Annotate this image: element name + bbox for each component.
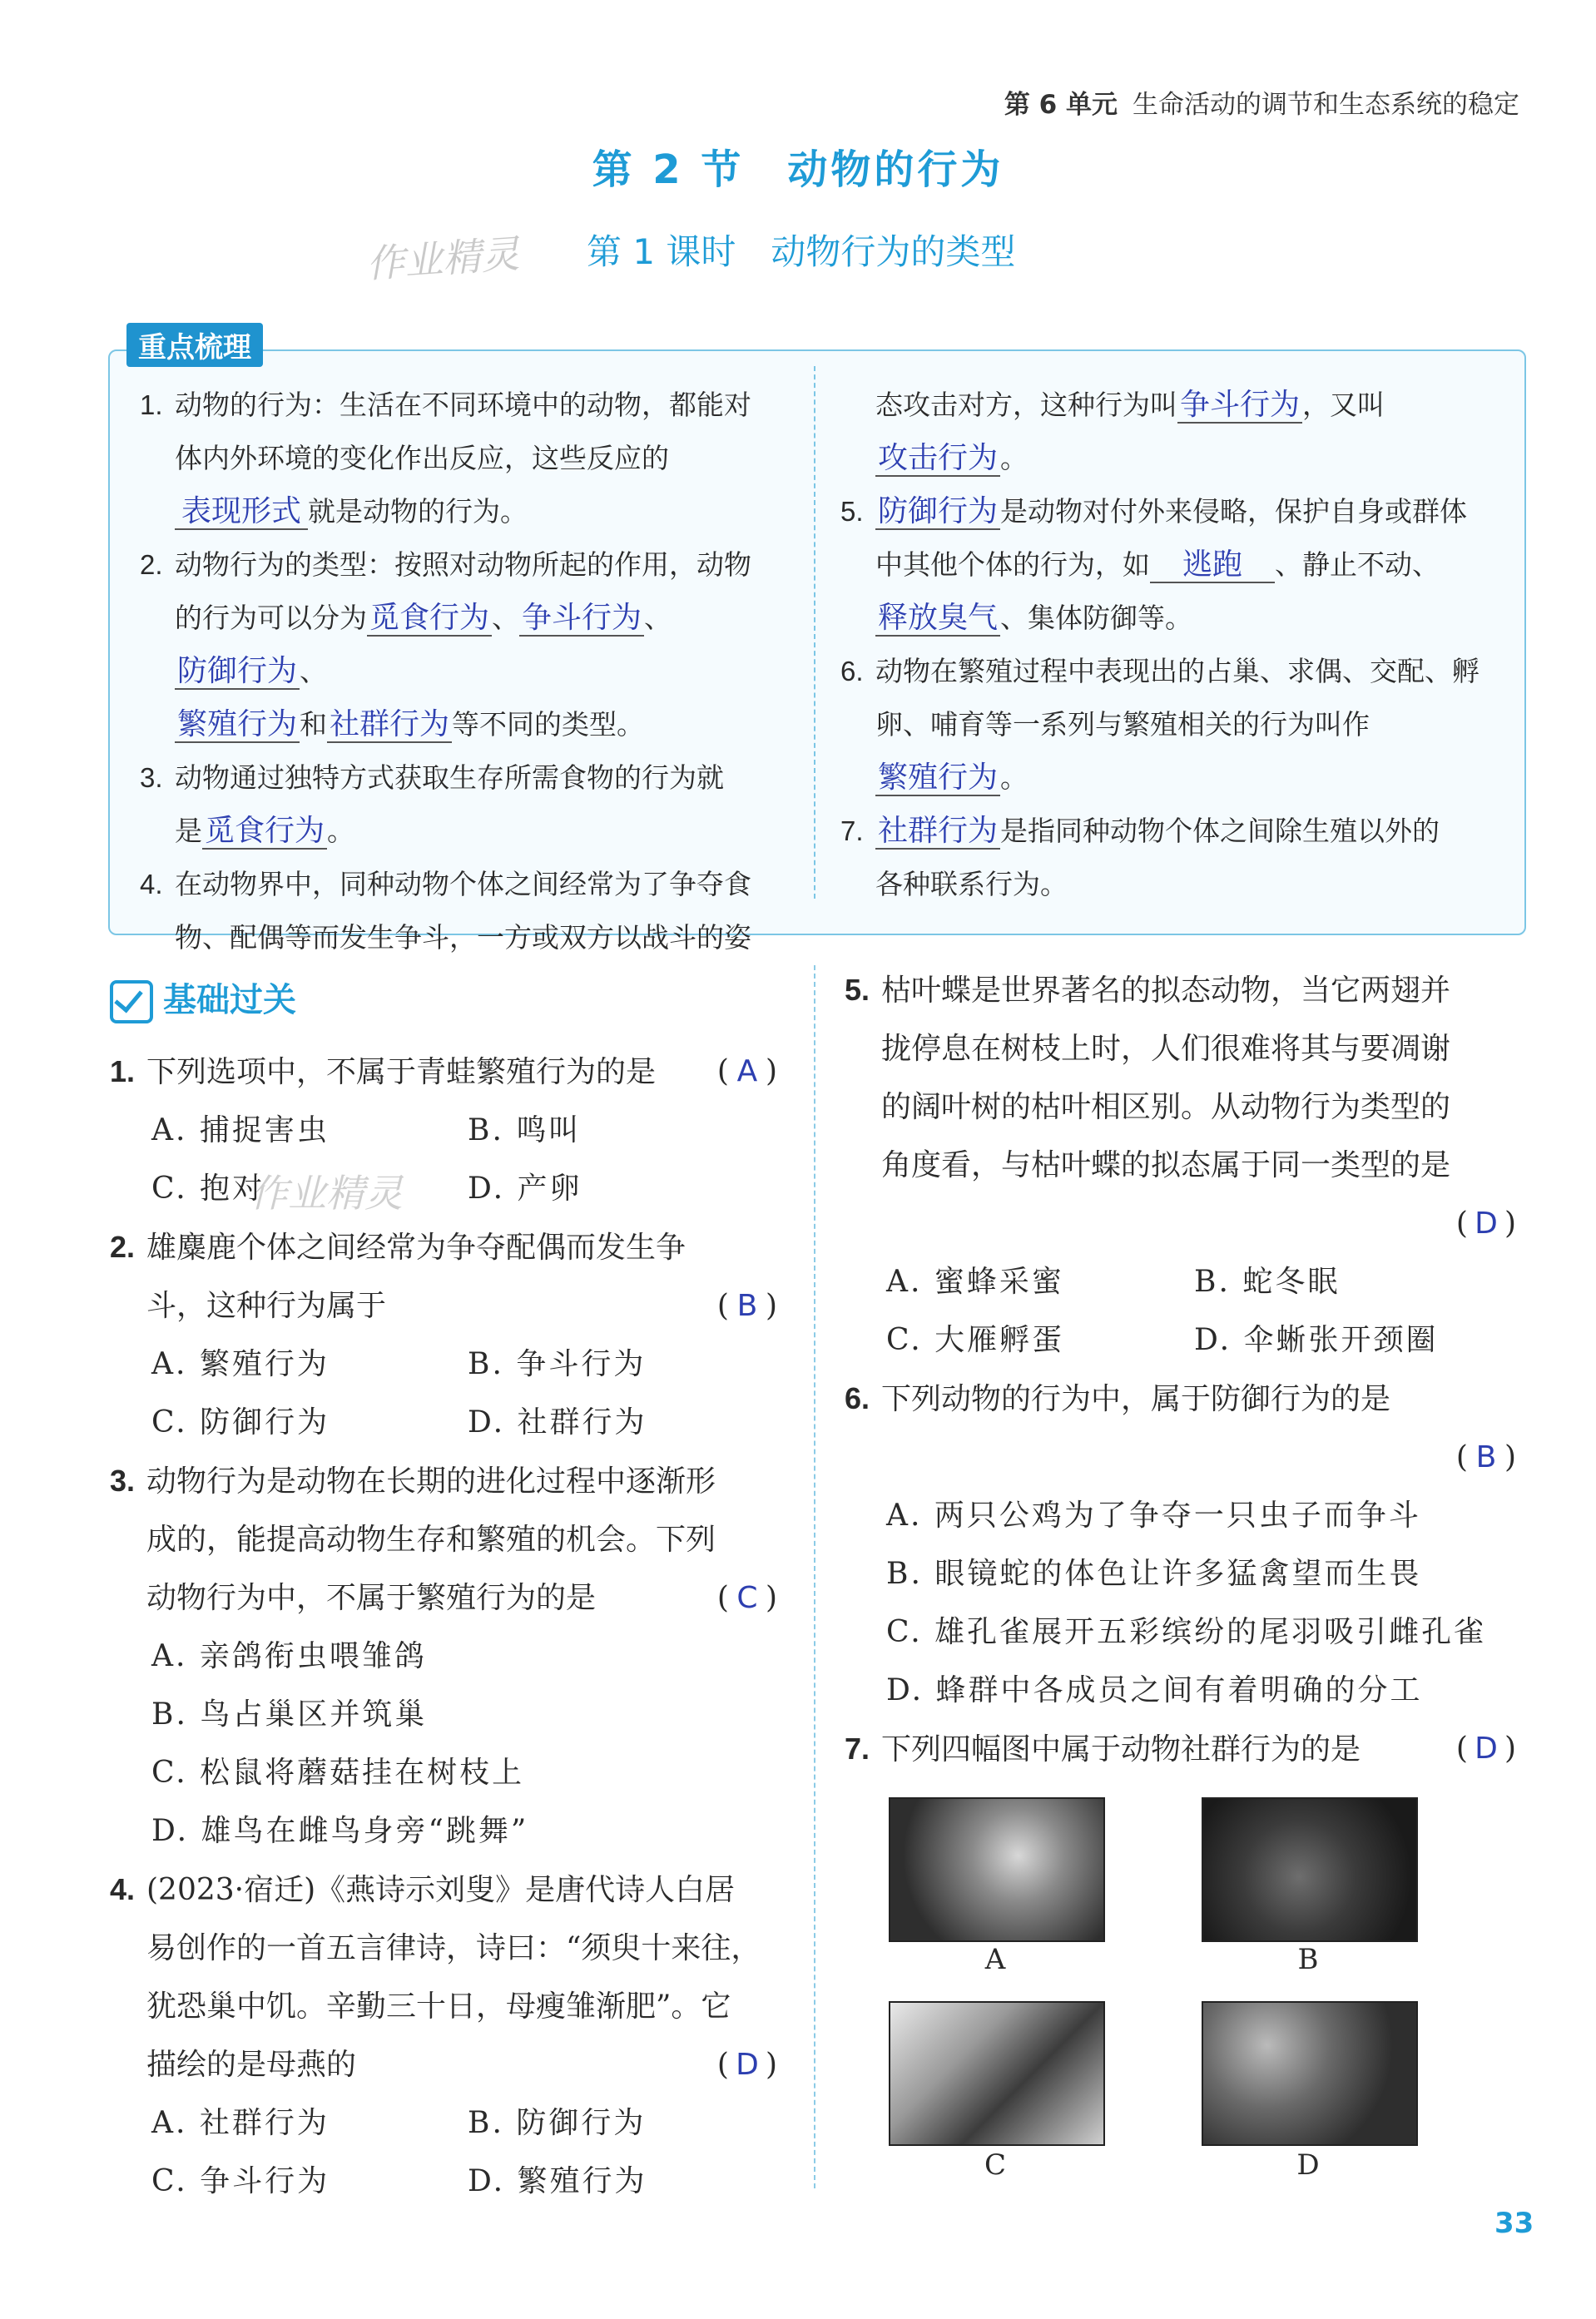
- key-point-2: [140, 538, 789, 592]
- question-stem: 动物行为中，不属于繁殖行为的是: [146, 1581, 597, 1615]
- text: 和: [300, 708, 327, 741]
- handwritten-answer: 社群行为: [329, 707, 449, 741]
- text: 是指同种动物个体之间除生殖以外的: [1000, 815, 1440, 847]
- key-points-divider: [814, 366, 815, 899]
- question-stem: 拢停息在树枝上时，人们很难将其与要凋谢: [881, 1032, 1451, 1066]
- key-point-4-line3: [840, 379, 1498, 485]
- option-d: D. 繁殖行为: [468, 2164, 647, 2198]
- answer-bracket: ( D ): [1456, 1207, 1516, 1241]
- photo-caption-c: C: [984, 2148, 1006, 2182]
- unit-number: 第 6 单元: [1004, 90, 1118, 120]
- text: 各种联系行为。: [875, 868, 1068, 900]
- key-point-5: [840, 485, 1498, 538]
- watermark: 作业精灵: [250, 1171, 403, 1216]
- photo-caption-a: A: [984, 1943, 1006, 1976]
- text: 动物在繁殖过程中表现出的占巢、求偶、交配、孵: [875, 655, 1480, 687]
- options-row: [110, 1335, 784, 1394]
- answer-blank: [875, 601, 1000, 637]
- options-row: [845, 1253, 1523, 1311]
- handwritten-answer: D: [736, 2048, 759, 2082]
- text: 。: [1000, 761, 1028, 794]
- handwritten-answer: 争斗行为: [521, 601, 642, 635]
- handwritten-answer: 攻击行为: [877, 441, 998, 475]
- option-b: B. 防御行为: [468, 2106, 647, 2140]
- answer-blank: [175, 654, 300, 690]
- text: 、: [492, 602, 519, 634]
- option-a: A. 两只公鸡为了争夺一只虫子而争斗: [886, 1499, 1421, 1533]
- handwritten-answer: 觅食行为: [204, 814, 325, 848]
- question-number: 5.: [845, 973, 870, 1007]
- handwritten-answer: C: [736, 1581, 758, 1615]
- option-c: C. 防御行为: [151, 1405, 330, 1439]
- options-row: [110, 2094, 784, 2153]
- option-b: B. 眼镜蛇的体色让许多猛禽望而生畏: [886, 1557, 1422, 1591]
- item-number: 5.: [840, 496, 864, 527]
- key-point-1-line2: [140, 432, 789, 485]
- text: 体内外环境的变化作出反应，这些反应的: [175, 442, 669, 474]
- photo-bird: [889, 1797, 1105, 1942]
- handwritten-answer: 繁殖行为: [877, 761, 998, 795]
- text: 、集体防御等。: [1000, 602, 1192, 634]
- question-4: [110, 1861, 784, 1920]
- question-number: 7.: [845, 1732, 870, 1766]
- option-b: B. 争斗行为: [468, 1347, 647, 1381]
- key-points-left-column: [140, 379, 789, 964]
- options-row: [110, 1394, 784, 1452]
- page-number: 33: [1494, 2207, 1534, 2240]
- answer-blank: [175, 494, 308, 530]
- answer-blank: [1150, 548, 1275, 583]
- key-point-7-line2: [840, 858, 1498, 911]
- handwritten-answer: 表现形式: [181, 494, 301, 528]
- basic-section-tag: [110, 974, 296, 1023]
- text: ，又叫: [1302, 389, 1385, 421]
- unit-header: [1004, 83, 1519, 121]
- handwritten-answer: 逃跑: [1182, 548, 1242, 582]
- question-2-line2: [110, 1277, 784, 1335]
- answer-blank: [202, 814, 327, 850]
- option-c: C. 争斗行为: [151, 2164, 330, 2198]
- key-point-4-line2: [140, 911, 789, 964]
- question-5-line2: [845, 1020, 1523, 1078]
- text: 在动物界中，同种动物个体之间经常为了争夺食: [175, 868, 751, 900]
- answer-blank: [1177, 388, 1302, 424]
- question-6: [845, 1370, 1523, 1429]
- handwritten-answer: 防御行为: [877, 494, 998, 528]
- answer-blank: [875, 761, 1000, 796]
- key-point-6-line3: [840, 751, 1498, 805]
- item-number: 1.: [140, 389, 163, 420]
- option-a: A. 蜜蜂采蜜: [886, 1265, 1064, 1299]
- column-divider: [814, 965, 815, 2188]
- option-a: A. 捕捉害虫: [151, 1113, 330, 1147]
- answer-blank: [327, 707, 452, 743]
- handwritten-answer: A: [736, 1054, 758, 1088]
- answer-bracket: ( D ): [717, 2036, 777, 2094]
- photo-caption-d: D: [1296, 2148, 1320, 2182]
- answer-blank: [367, 601, 492, 637]
- question-number: 3.: [110, 1464, 136, 1498]
- answer-bracket: ( C ): [717, 1569, 777, 1628]
- question-5-line4: [845, 1137, 1523, 1195]
- answer-blank: [519, 601, 644, 637]
- question-4-line4: [110, 2036, 784, 2094]
- item-number: 6.: [840, 656, 864, 686]
- key-point-4: [140, 858, 789, 911]
- option-b: B. 蛇冬眠: [1194, 1265, 1341, 1299]
- question-number: 4.: [110, 1872, 136, 1906]
- photo-kiwi: [1202, 1797, 1418, 1942]
- key-points-right-column: [840, 379, 1498, 911]
- unit-title: 生命活动的调节和生态系统的稳定: [1133, 90, 1519, 120]
- key-points-tag: 重点梳理: [126, 323, 263, 367]
- handwritten-answer: 防御行为: [176, 654, 297, 688]
- text: 是: [175, 815, 202, 847]
- text: 。: [327, 815, 354, 847]
- key-point-2-line3: [140, 698, 789, 751]
- text: 、: [300, 655, 327, 687]
- option-c: C. 雄孔雀展开五彩缤纷的尾羽吸引雌孔雀: [886, 1615, 1487, 1649]
- option-c: C. 松鼠将蘑菇挂在树枝上: [151, 1756, 525, 1790]
- question-4-line3: [110, 1978, 784, 2036]
- question-stem: 下列选项中，不属于青蛙繁殖行为的是: [146, 1055, 657, 1089]
- answer-bracket: ( D ): [1456, 1720, 1516, 1778]
- key-point-1: [140, 379, 789, 432]
- option-a: A. 社群行为: [151, 2106, 330, 2140]
- photo-tigers-fighting: [889, 2001, 1105, 2146]
- options-row: [110, 1102, 784, 1160]
- key-point-7: [840, 805, 1498, 858]
- photo-monkey-troop: [1202, 2001, 1418, 2146]
- question-number: 6.: [845, 1381, 870, 1415]
- question-stem: 犹恐巢中饥。辛勤三十日，母瘦雏渐肥”。它: [146, 1989, 731, 2024]
- questions-left-column: [110, 1043, 784, 2211]
- key-point-3: [140, 751, 789, 805]
- question-stem: 成的，能提高动物生存和繁殖的机会。下列: [146, 1523, 716, 1557]
- question-3-line2: [110, 1511, 784, 1569]
- key-point-5-line3: [840, 592, 1498, 645]
- question-stem: 枯叶蝶是世界著名的拟态动物，当它两翅并: [881, 974, 1451, 1008]
- question-stem: 动物行为是动物在长期的进化过程中逐渐形: [146, 1464, 716, 1499]
- key-point-3-line2: [140, 805, 789, 858]
- text: 物、配偶等而发生争斗，一方或双方以战斗的姿: [175, 921, 751, 954]
- item-number: 2.: [140, 549, 163, 580]
- question-stem: 角度看，与枯叶蝶的拟态属于同一类型的是: [881, 1148, 1451, 1182]
- question-stem: 下列四幅图中属于动物社群行为的是: [881, 1732, 1361, 1767]
- key-point-2-line2: [140, 592, 789, 698]
- question-6-answer-line: [845, 1429, 1523, 1487]
- option-c: C. 大雁孵蛋: [886, 1323, 1065, 1357]
- handwritten-answer: B: [1475, 1440, 1497, 1474]
- text: 的行为可以分为: [175, 602, 367, 634]
- key-point-6: [840, 645, 1498, 698]
- question-stem: 雄麋鹿个体之间经常为争夺配偶而发生争: [146, 1231, 686, 1265]
- text: 就是动物的行为。: [308, 495, 528, 528]
- key-point-5-line2: [840, 538, 1498, 592]
- key-point-6-line2: [840, 698, 1498, 751]
- text: 、: [644, 602, 672, 634]
- option-a: A. 繁殖行为: [151, 1347, 330, 1381]
- text: 。: [1000, 442, 1028, 474]
- handwritten-answer: 繁殖行为: [176, 707, 297, 741]
- text: 动物行为的类型：按照对动物所起的作用，动物: [175, 548, 751, 581]
- handwritten-answer: D: [1475, 1732, 1498, 1766]
- text: 卵、哺育等一系列与繁殖相关的行为叫作: [875, 708, 1370, 741]
- answer-bracket: ( A ): [717, 1043, 777, 1101]
- option-b: B. 鸟占巢区并筑巢: [151, 1697, 428, 1732]
- answer-bracket: ( B ): [717, 1277, 777, 1335]
- question-stem: 下列动物的行为中，属于防御行为的是: [881, 1382, 1391, 1416]
- checkbox-icon: [110, 980, 153, 1023]
- option-d: D. 蜂群中各成员之间有着明确的分工: [886, 1673, 1423, 1707]
- lesson-title: 第 1 课时 动物行为的类型: [587, 231, 1016, 272]
- item-number: 7.: [840, 815, 864, 846]
- item-number: 4.: [140, 869, 163, 899]
- question-1: [110, 1043, 784, 1102]
- handwritten-answer: D: [1475, 1207, 1498, 1241]
- option-d: D. 社群行为: [468, 1405, 647, 1439]
- watermark: 作业精灵: [364, 230, 521, 287]
- option-a: A. 亲鸽衔虫喂雏鸽: [151, 1639, 427, 1673]
- option-d: D. 产卵: [468, 1172, 582, 1206]
- text: 中其他个体的行为，如: [875, 548, 1150, 581]
- question-3: [110, 1452, 784, 1511]
- text: 等不同的类型。: [452, 708, 644, 741]
- question-3-line3: [110, 1569, 784, 1628]
- key-point-1-line3: [140, 485, 789, 538]
- option-b: B. 鸣叫: [468, 1113, 582, 1147]
- option-d: D. 雄鸟在雌鸟身旁“跳舞”: [151, 1814, 529, 1848]
- question-5-answer-line: [845, 1195, 1523, 1253]
- text: 态攻击对方，这种行为叫: [875, 389, 1177, 421]
- answer-blank: [875, 441, 1000, 477]
- question-number: 2.: [110, 1230, 136, 1264]
- question-5-line3: [845, 1078, 1523, 1137]
- answer-blank: [175, 707, 300, 743]
- question-number: 1.: [110, 1054, 136, 1088]
- handwritten-answer: 觅食行为: [369, 601, 489, 635]
- text: 动物通过独特方式获取生存所需食物的行为就: [175, 761, 724, 794]
- text: 、静止不动、: [1275, 548, 1440, 581]
- option-d: D. 伞蜥张开颈圈: [1194, 1323, 1439, 1357]
- photo-caption-b: B: [1297, 1943, 1319, 1976]
- options-row: [110, 2153, 784, 2211]
- section-title: 第 2 节 动物的行为: [592, 146, 1004, 193]
- handwritten-answer: 社群行为: [877, 814, 998, 848]
- question-2: [110, 1218, 784, 1277]
- answer-blank: [875, 494, 1000, 530]
- question-stem: (2023·宿迁)《燕诗示刘叟》是唐代诗人白居: [146, 1873, 736, 1907]
- text: 是动物对付外来侵略，保护自身或群体: [1000, 495, 1467, 528]
- question-5: [845, 961, 1523, 1020]
- questions-right-column: [845, 961, 1523, 1779]
- question-7: [845, 1720, 1523, 1779]
- handwritten-answer: B: [736, 1289, 758, 1323]
- option-c: C. 抱对: [151, 1172, 265, 1206]
- item-number: 3.: [140, 762, 163, 793]
- question-stem: 斗，这种行为属于: [146, 1289, 387, 1323]
- basic-tag-label: 基础过关: [163, 981, 296, 1019]
- handwritten-answer: 释放臭气: [877, 601, 998, 635]
- answer-blank: [875, 814, 1000, 850]
- text: 动物的行为：生活在不同环境中的动物，都能对: [175, 389, 751, 421]
- question-stem: 易创作的一首五言律诗，诗曰：“须臾十来往，: [146, 1931, 761, 1965]
- options-row: [845, 1311, 1523, 1370]
- handwritten-answer: 争斗行为: [1179, 388, 1300, 422]
- answer-bracket: ( B ): [1456, 1440, 1516, 1474]
- question-4-line2: [110, 1920, 784, 1978]
- options-row: [110, 1160, 784, 1218]
- question-stem: 描绘的是母燕的: [146, 2048, 357, 2082]
- question-stem: 的阔叶树的枯叶相区别。从动物行为类型的: [881, 1090, 1451, 1124]
